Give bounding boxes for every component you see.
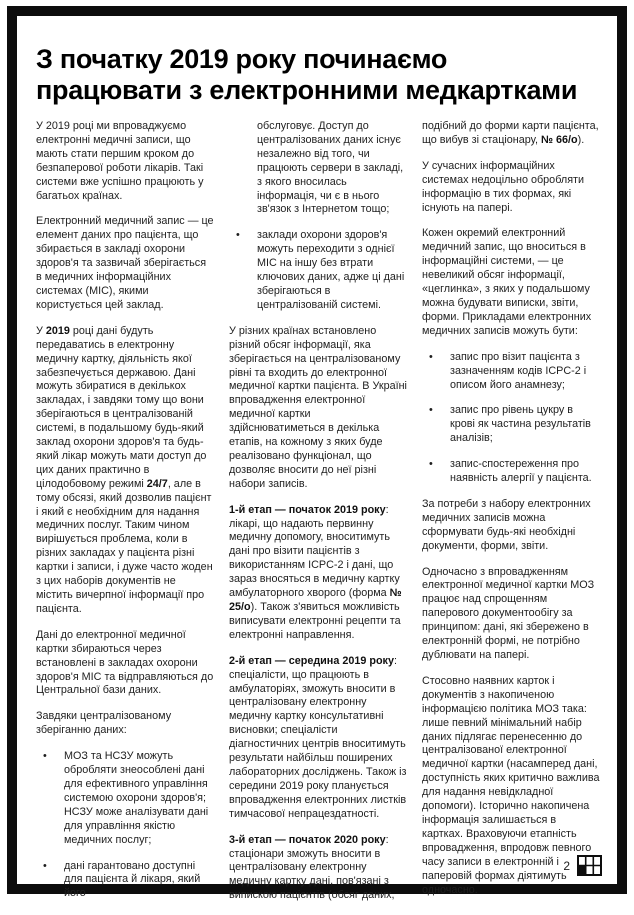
bold-text-run: № 66/о (540, 133, 578, 146)
article-columns (36, 120, 600, 915)
paragraph (229, 504, 407, 643)
bullet-dot-icon: • (43, 750, 47, 763)
bullet-item (36, 750, 214, 847)
bullet-item (422, 404, 600, 446)
bullet-item (422, 351, 600, 393)
text-column-3 (422, 120, 600, 909)
page-grid-icon (577, 855, 602, 876)
text-run: , але в тому обсязі, який дозволив пацієнт і який є необхідним для надання медичних послуг. Таким чином вирішується проблема, коли в різних закладах у пацієнта різні картки і записи, і дуже часто жоден з цих наборів документів не містить вичерпної інформації про пацієнта. (36, 477, 213, 615)
text-run: Дані до електронної медичної картки збираються через встановлені в закладах охорони здоров'я МІС та відправляються до Центральної бази даних. (36, 628, 214, 697)
text-run: Кожен окремий електронний медичний запис, що вноситься в інформаційні системи, — це невеликий обсяг інформації, «цеглинка», з яких у подальшому можна будувати виписки, звіти, форми. Прикладами електронних медичних записів можуть бути: (422, 227, 592, 337)
paragraph (36, 215, 214, 312)
paragraph (422, 160, 600, 216)
text-run: У сучасних інформаційних системах недоцільно обробляти інформацію в тих формах, які існують на папері. (422, 159, 585, 214)
bold-text-run: 24/7 (146, 477, 168, 490)
bullet-text (450, 351, 600, 393)
text-run: році дані будуть передаватись в електронну медичну картку, діяльність якої забезпечується державою. Дані можуть збиратися в декількох закладах, і завдяки тому що вони зберігаються в централізованій системі, в подальшому будь-який заклад охорони здоров'я та будь-який лікар можуть мати доступ до цих даних практично в цілодобовому режимі (36, 324, 207, 490)
paragraph (36, 629, 214, 699)
bullet-dot-icon: • (236, 229, 240, 242)
bullet-dot-icon: • (43, 859, 47, 872)
bullet-text (64, 750, 214, 847)
text-run: запис про візит пацієнта з зазначенням кодів ICPC-2 і описом його анамнезу; (450, 350, 587, 391)
text-column-1 (36, 120, 214, 913)
text-run: У 2019 році ми впроваджуємо електронні медичні записи, що мають стати першим кроком до безпаперової роботи лікарів. Такі системи вже успішно працюють у багатьох країнах. (36, 120, 204, 202)
text-run: запис-спостереження про наявність алергії у пацієнта. (450, 458, 592, 485)
text-run: За потреби з набору електронних медичних записів можна сформувати будь-які необхідні документи, форми, звіти. (422, 497, 591, 552)
paragraph (36, 710, 214, 738)
text-run: запис про рівень цукру в крові як частина результатів аналізів; (450, 404, 591, 445)
text-run: обслуговує. Доступ до централізованих даних існує незалежно від того, чи працюють сервери в закладі, з якого вносилась інформація, чи є в нього зв'язок з Інтернетом тощо; (257, 120, 404, 216)
paragraph (422, 566, 600, 663)
text-run: ). Також з'явиться можливість виписувати електронні рецепти та електронні направлення. (229, 601, 401, 641)
paragraph (229, 834, 407, 904)
bullet-item (229, 229, 407, 312)
paragraph (36, 325, 214, 617)
text-run: Завдяки централізованому зберіганню даних: (36, 710, 172, 737)
text-run: Одночасно з впровадженням електронної медичної картки МОЗ працює над спрощенням паперового документообігу за принципом: дані, які збережено в електронній формі, не потрібно дублювати на папері. (422, 565, 595, 661)
page-number: 2 (563, 858, 570, 873)
paragraph (422, 227, 600, 338)
bullet-item (422, 458, 600, 486)
text-run: У (36, 324, 46, 337)
bold-text-run: № 25/о (229, 587, 402, 613)
text-column-2 (229, 120, 407, 915)
bullet-item (36, 860, 214, 902)
paragraph (422, 120, 600, 148)
text-run: дані гарантовано доступні для пацієнта й лікаря, який його (64, 859, 201, 900)
text-run: подібний до форми карти пацієнта, що вибув зі стаціонару, (422, 120, 599, 146)
page (36, 44, 600, 915)
page-footer (563, 855, 602, 876)
text-run: У різних країнах встановлено різний обсяг інформації, яка зберігається на централізованому рівні та входить до електронної медичної картки пацієнта. В Україні впровадження електронної медичної картки здійснюватиметься в декілька етапів, на кожному з яких буде реалізовано функціонал, що дозволяє вносити до неї різні набори записів. (229, 324, 407, 490)
text-run: МОЗ та НСЗУ можуть обробляти знеособлені дані для ефективного управління системою охорони здоров'я; НСЗУ може аналізувати дані для управління якістю медичних послуг; (64, 750, 209, 846)
bold-text-run: 3-й етап — початок 2020 року (229, 833, 386, 846)
text-run: заклади охорони здоров'я можуть переходити з однієї МІС на іншу без втрати ключових даних, адже ці дані зберігаються в централізованій системі. (257, 229, 405, 311)
page-title (36, 44, 600, 106)
bold-text-run: 2019 (45, 324, 70, 337)
bold-text-run: 2-й етап — середина 2019 року (229, 654, 394, 667)
text-run: : спеціалісти, що працюють в амбулаторіях, зможуть вносити в централізовану електронну медичну картку консультативні висновки; спеціалісти діагностичних центрів вноситимуть результати найбільш поширених лабораторних досліджень. Також із середини 2019 року планується впровадження електронних листків тимчасової непрацездатності. (229, 654, 407, 820)
bullet-dot-icon: • (429, 350, 433, 363)
bullet-text (450, 404, 600, 446)
text-run: Електронний медичний запис — це елемент даних про пацієнта, що збирається в закладі охорони здоров'я та зазвичай зберігається в медичних інформаційних системах (МІС), якими користується цей заклад. (36, 215, 214, 311)
paragraph (229, 325, 407, 492)
text-run: : стаціонари зможуть вносити в централізовану електронну медичну картку дані, пов'язані з випискою пацієнтів (обсяг даних, (229, 833, 395, 902)
bullet-text (64, 860, 214, 902)
page-title-line2: працювати з електронними медкартками (36, 75, 578, 105)
paragraph (36, 120, 214, 203)
bullet-dot-icon: • (429, 458, 433, 471)
paragraph (229, 655, 407, 822)
page-title-line1: З початку 2019 року починаємо (36, 44, 448, 74)
text-run: : лікарі, що надають первинну медичну допомогу, вноситимуть дані про візити пацієнтів з використанням ICPC-2 і дані, що зараз вносяться в медичну картку амбулаторного хворого (форма (229, 503, 400, 600)
text-run: Стосовно наявних карток і документів з накопиченою інформацією політика МОЗ така: лише певний мінімальний набір даних підлягає перенесенню до централізованої електронної медичної картки (насамперед дані, доступність яких критично важлива для надання невідкладної допомоги). Історично накопичена інформація залишається в картках. Враховуючи етапність впровадження, впродовж певного часу записи в електронній і паперовій формах діятимуть одночасно. (422, 674, 600, 896)
paragraph (422, 498, 600, 554)
bullet-text (450, 458, 600, 486)
continued-bullet-text (257, 120, 407, 217)
text-run: ). (577, 133, 585, 146)
bullet-text (257, 229, 407, 312)
bullet-dot-icon: • (429, 404, 433, 417)
bold-text-run: 1-й етап — початок 2019 року (229, 503, 386, 516)
